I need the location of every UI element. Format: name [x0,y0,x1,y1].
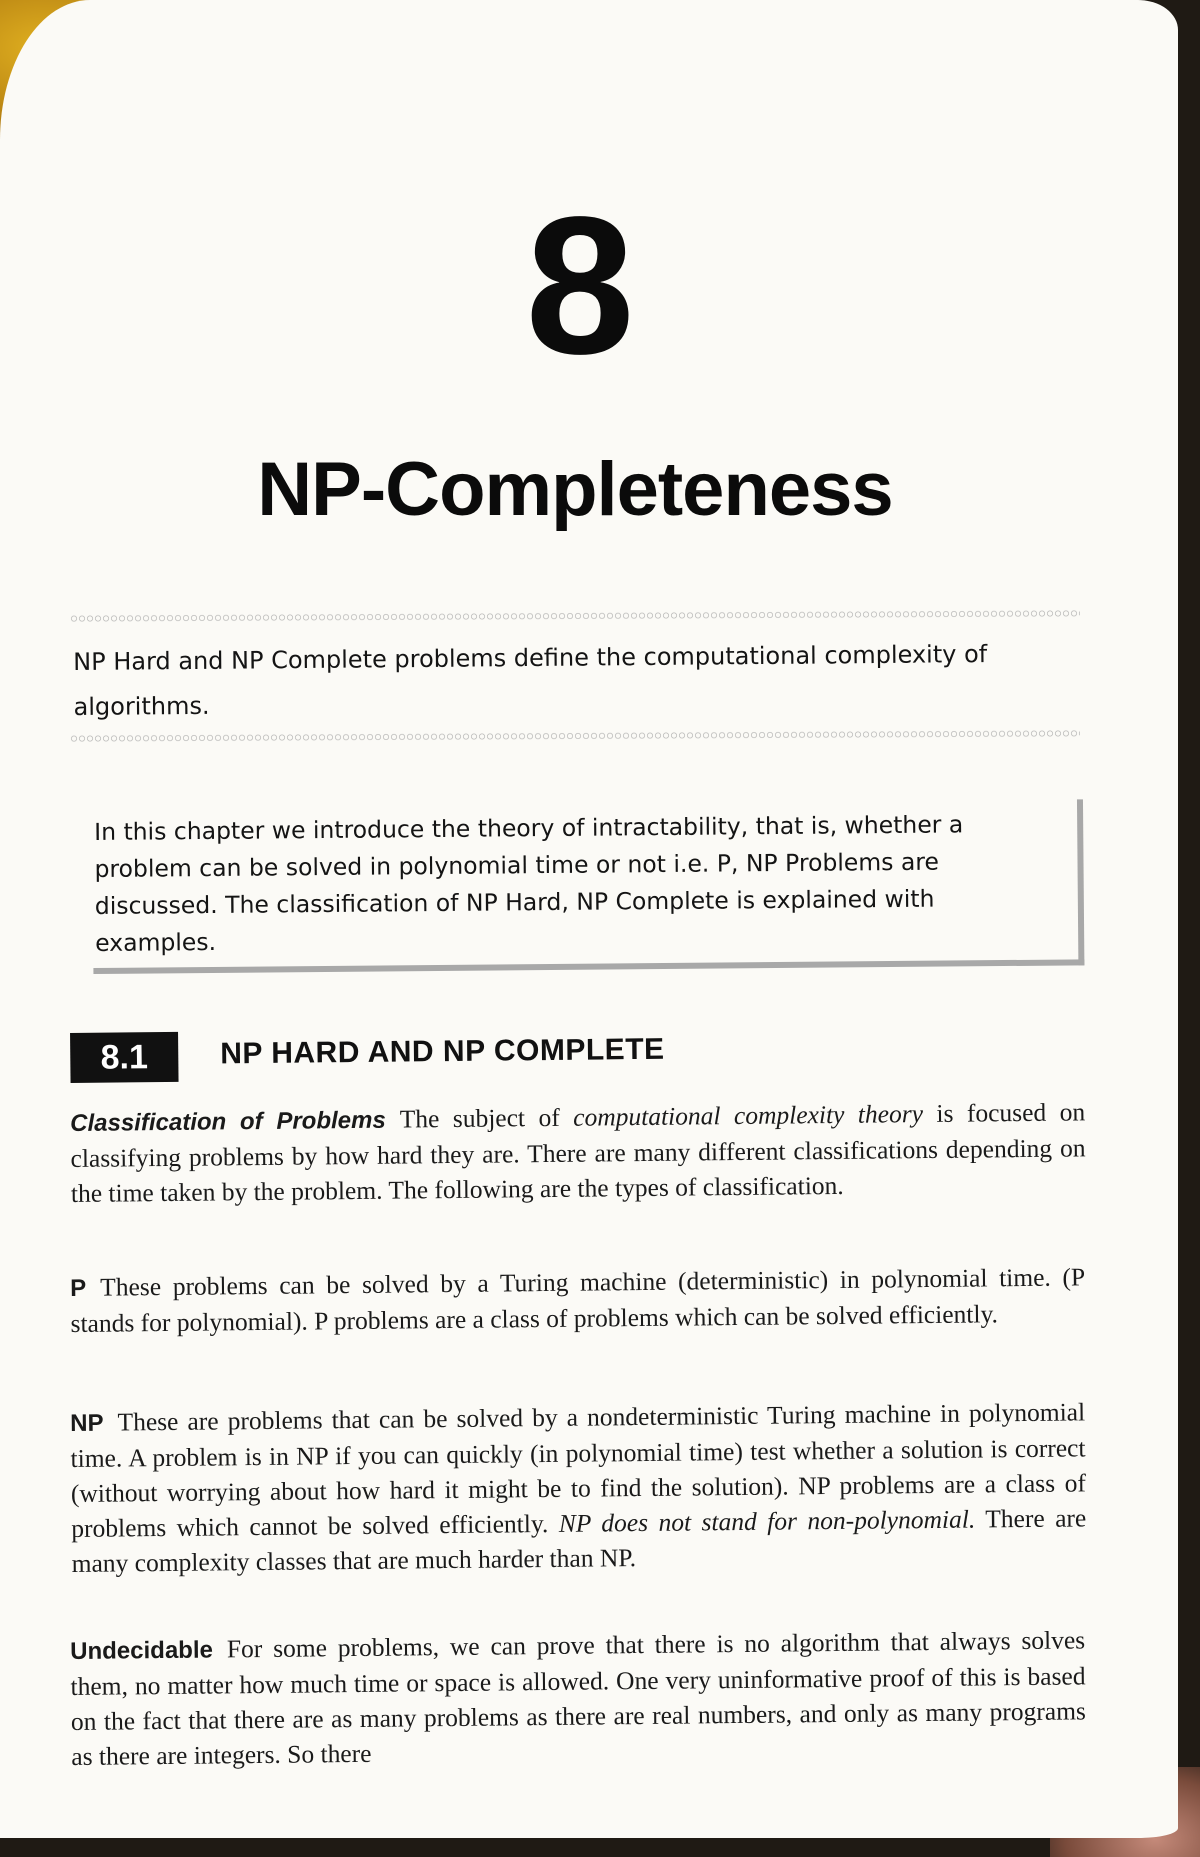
paragraph-text: These problems can be solved by a Turing machine (deterministic) in polynomial time. (P stands for polynomial). P problems are a class of problems which can be solved efficiently. [70,1262,1086,1338]
chapter-title: NP-Completeness [257,447,893,532]
section-heading [70,1019,1091,1086]
paragraph-np [70,1394,1087,1581]
run-in-heading-np: NP [70,1409,104,1437]
paragraph-text: The subject of [399,1102,574,1134]
ornamental-rule-bottom [70,729,1080,742]
paragraph-emphasis: computational complexity theory [573,1099,924,1132]
run-in-heading-p: P [70,1274,87,1302]
run-in-heading-classification: Classification of Problems [70,1106,386,1137]
paragraph-undecidable [70,1622,1086,1774]
section-number: 8.1 [70,1032,179,1083]
chapter-number: 8 [525,176,635,395]
paragraph-emphasis: NP does not stand for non-polynomial. [558,1504,976,1538]
paragraph-text: These are problems that can be solved by a nondeterministic Turing machine in polynomial time. A problem is in NP if you can quickly (in polynomial time) test whether a solution is correct (without worrying about how hard it might be to find the solution). NP problems are a class of problems which cannot be solved efficiently. [70,1397,1087,1543]
paragraph-text: For some problems, we can prove that there is no algorithm that always solves them, no matter how much time or space is allowed. One very uninformative proof of this is based on the fact that there are as many problems as there are real numbers, and only as many programs as there are integers. So there [70,1625,1087,1771]
chapter-intro-box [92,799,1084,974]
chapter-intro-text: In this chapter we introduce the theory of intractability, that is, whether a problem can be solved in polynomial time or not i.e. P, NP Problems are discussed. The classification of NP Hard, NP Complete is explained with examples. [94,810,964,957]
section-title: NP HARD AND NP COMPLETE [220,1032,665,1071]
ornamental-rule-top [70,609,1080,622]
chapter-summary: NP Hard and NP Complete problems define the computational complexity of algorithms. [73,640,988,721]
paragraph-text: is focused on classifying problems by how hard they are. There are many different classifications depending on the time taken by the problem. The following are the types of classification. [70,1097,1086,1208]
paragraph-classification [70,1094,1086,1211]
paragraph-p [70,1259,1086,1341]
run-in-heading-undecidable: Undecidable [70,1636,214,1665]
paragraph-text: There are many complexity classes that are much harder than NP. [71,1503,1087,1578]
